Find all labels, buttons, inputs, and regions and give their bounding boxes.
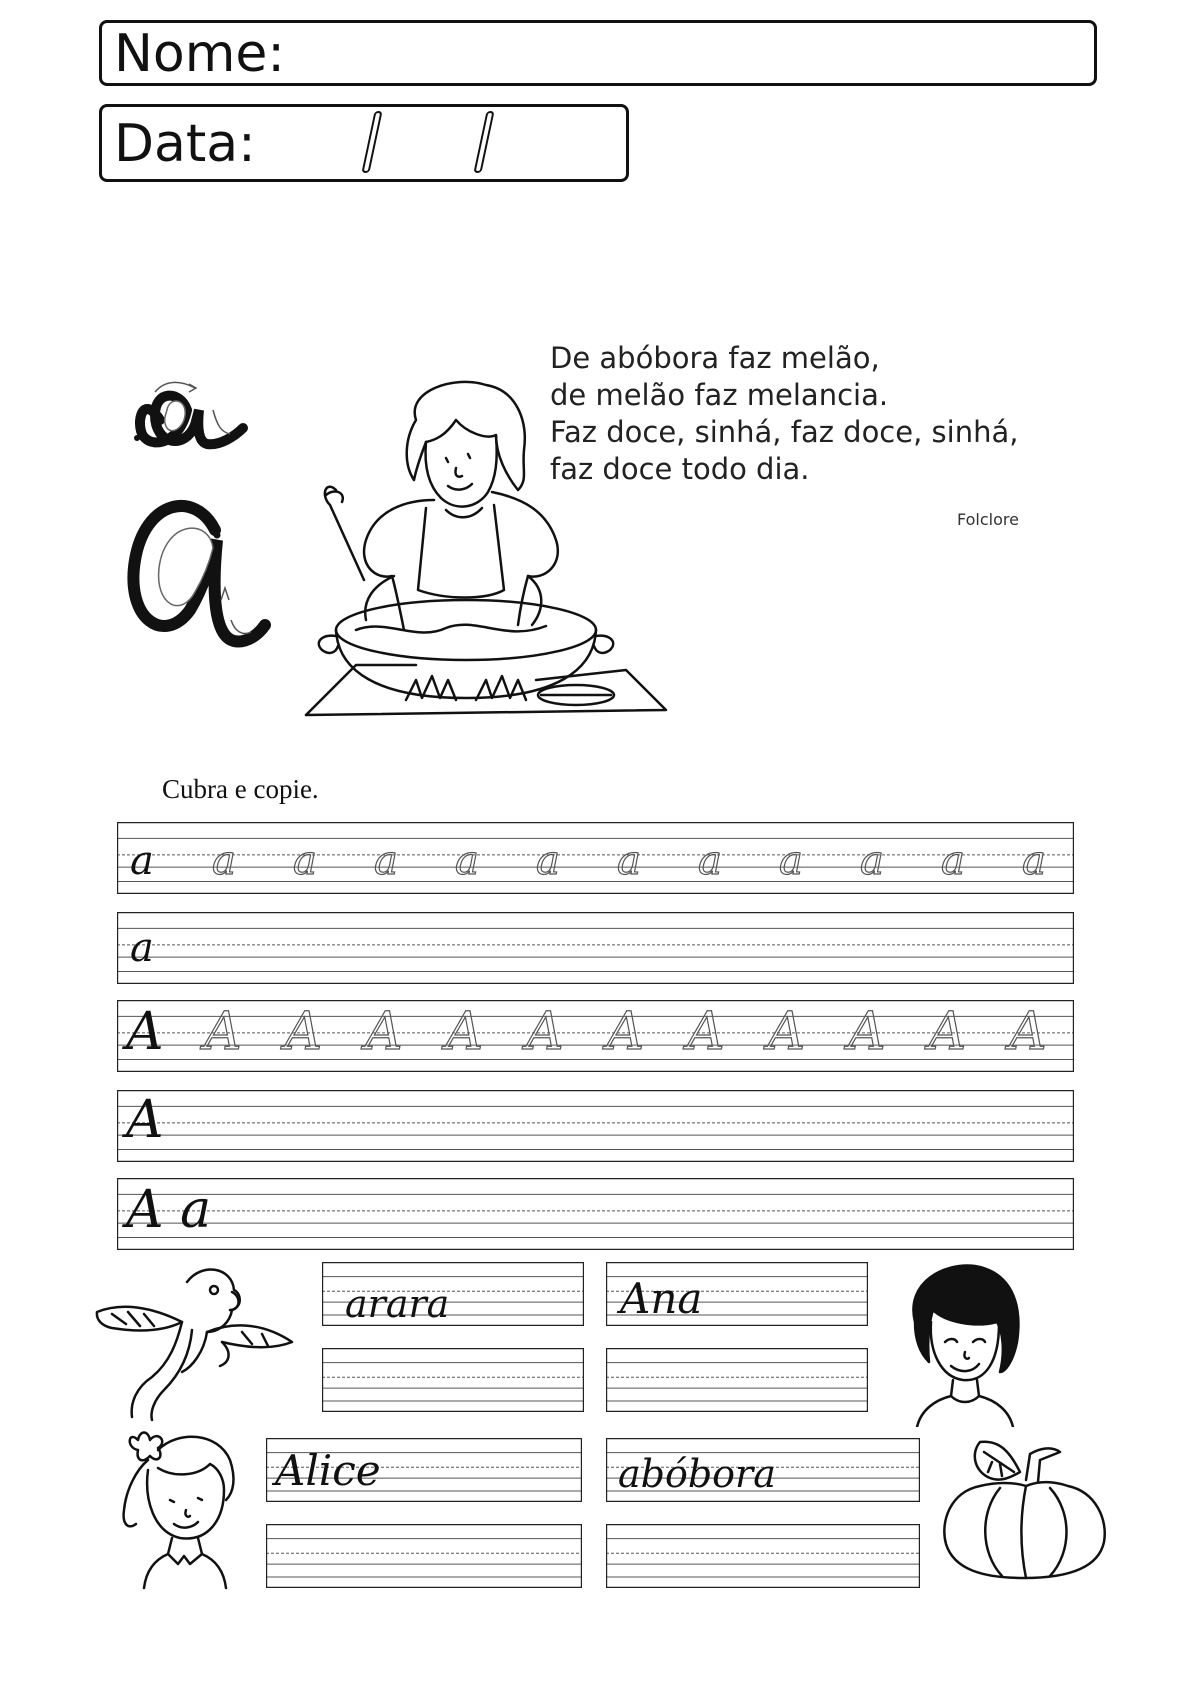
girl-with-bow-icon	[118, 1420, 248, 1590]
word-abobora: abóbora	[618, 1452, 776, 1496]
trace-letter[interactable]: a	[860, 838, 884, 884]
parrot-icon	[92, 1262, 302, 1422]
trace-letter[interactable]: a	[374, 838, 398, 884]
trace-letter[interactable]: a	[455, 838, 479, 884]
trace-letter[interactable]: a	[941, 838, 965, 884]
trace-letter[interactable]: a	[698, 838, 722, 884]
poem	[550, 340, 1018, 488]
trace-letter[interactable]: A	[767, 1002, 806, 1062]
row-1-model: a	[130, 838, 154, 884]
instruction: Cubra e copie.	[162, 774, 319, 804]
trace-letter[interactable]: A	[445, 1002, 484, 1062]
word-arara: arara	[345, 1282, 450, 1326]
poem-line: Faz doce, sinhá, faz doce, sinhá,	[550, 415, 1019, 449]
date-separator-1	[361, 111, 382, 173]
date-label: Data:	[114, 114, 256, 174]
word-ana-copy-band[interactable]	[606, 1348, 868, 1412]
trace-letter[interactable]: a	[617, 838, 641, 884]
trace-letter[interactable]: A	[1009, 1002, 1047, 1062]
word-abobora-copy-band[interactable]	[606, 1524, 920, 1588]
trace-letter[interactable]: A	[365, 1002, 403, 1062]
trace-letter[interactable]: A	[204, 1002, 242, 1062]
row-1-band[interactable]	[117, 822, 1074, 894]
row-2-model: a	[130, 925, 154, 971]
row-5-model: A a	[126, 1180, 212, 1240]
trace-letter[interactable]: A	[526, 1002, 564, 1062]
row-5-band[interactable]	[117, 1178, 1074, 1250]
row-3-model: A	[126, 1002, 164, 1062]
name-field[interactable]	[99, 20, 1097, 86]
date-separator-2	[473, 111, 494, 173]
word-ana: Ana	[620, 1274, 703, 1323]
row-2-band[interactable]	[117, 912, 1074, 984]
girl-icon	[905, 1262, 1025, 1427]
word-alice: Alice	[275, 1446, 381, 1495]
trace-letter[interactable]: a	[779, 838, 803, 884]
trace-letter[interactable]: A	[687, 1002, 725, 1062]
trace-letter[interactable]: A	[606, 1002, 645, 1062]
name-label: Nome:	[114, 24, 285, 84]
trace-letter[interactable]: A	[928, 1002, 967, 1062]
pumpkin-icon	[940, 1432, 1110, 1582]
row-4-band[interactable]	[117, 1090, 1074, 1162]
trace-letter[interactable]: a	[536, 838, 560, 884]
poem-line: faz doce todo dia.	[550, 452, 810, 486]
word-alice-copy-band[interactable]	[266, 1524, 582, 1588]
trace-letter[interactable]: a	[293, 838, 317, 884]
poem-source: Folclore	[957, 510, 1019, 529]
word-arara-copy-band[interactable]	[322, 1348, 584, 1412]
trace-letter[interactable]: a	[1022, 838, 1046, 884]
trace-letter[interactable]: a	[212, 838, 236, 884]
row-4-model: A	[126, 1090, 164, 1150]
poem-line: de melão faz melancia.	[550, 378, 889, 412]
trace-letter[interactable]: A	[284, 1002, 323, 1062]
date-field[interactable]	[99, 104, 629, 182]
trace-letter[interactable]: A	[848, 1002, 886, 1062]
letter-a-icon	[125, 370, 285, 680]
poem-line: De abóbora faz melão,	[550, 341, 880, 375]
